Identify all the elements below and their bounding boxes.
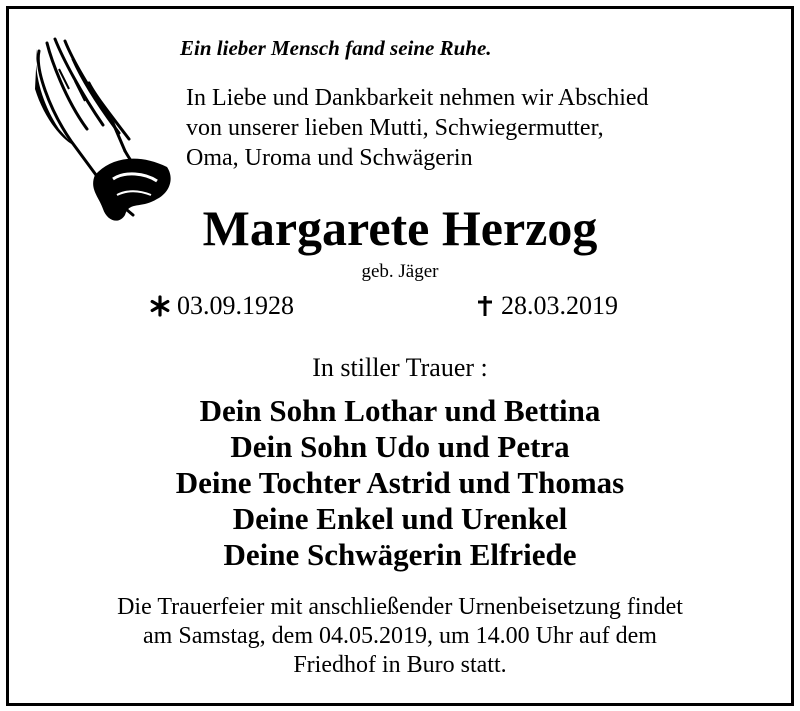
mourners-list [9, 393, 791, 573]
death-date-row [475, 291, 618, 321]
maiden-name: geb. Jäger [361, 261, 439, 282]
mourner-line: Dein Sohn Lothar und Bettina [199, 393, 601, 428]
intro-line: In Liebe und Dankbarkeit nehmen wir Abschied [186, 85, 649, 111]
intro-line: Oma, Uroma und Schwägerin [186, 145, 473, 171]
deceased-name: Margarete Herzog [202, 200, 598, 256]
obituary-notice [6, 6, 794, 706]
mourner-line: Dein Sohn Udo und Petra [230, 429, 570, 464]
mourning-heading: In stiller Trauer : [312, 353, 488, 382]
asterisk-birth-icon [149, 295, 171, 317]
funeral-line: Die Trauerfeier mit anschließender Urnenbeisetzung findet [117, 594, 683, 620]
mourner-line: Deine Schwägerin Elfriede [223, 537, 577, 572]
birth-date: 03.09.1928 [177, 291, 294, 320]
intro-text [186, 83, 649, 173]
motto: Ein lieber Mensch fand seine Ruhe. [180, 36, 492, 60]
intro-line: von unserer lieben Mutti, Schwiegermutter, [186, 115, 604, 141]
funeral-line: am Samstag, dem 04.05.2019, um 14.00 Uhr auf dem [143, 623, 657, 649]
funeral-line: Friedhof in Buro statt. [293, 652, 507, 678]
death-date: 28.03.2019 [501, 291, 618, 320]
mourner-line: Deine Enkel und Urenkel [232, 501, 568, 536]
mourner-line: Deine Tochter Astrid und Thomas [175, 465, 625, 500]
birth-date-row [149, 291, 294, 321]
cross-death-icon [475, 294, 495, 318]
funeral-info [9, 593, 791, 680]
